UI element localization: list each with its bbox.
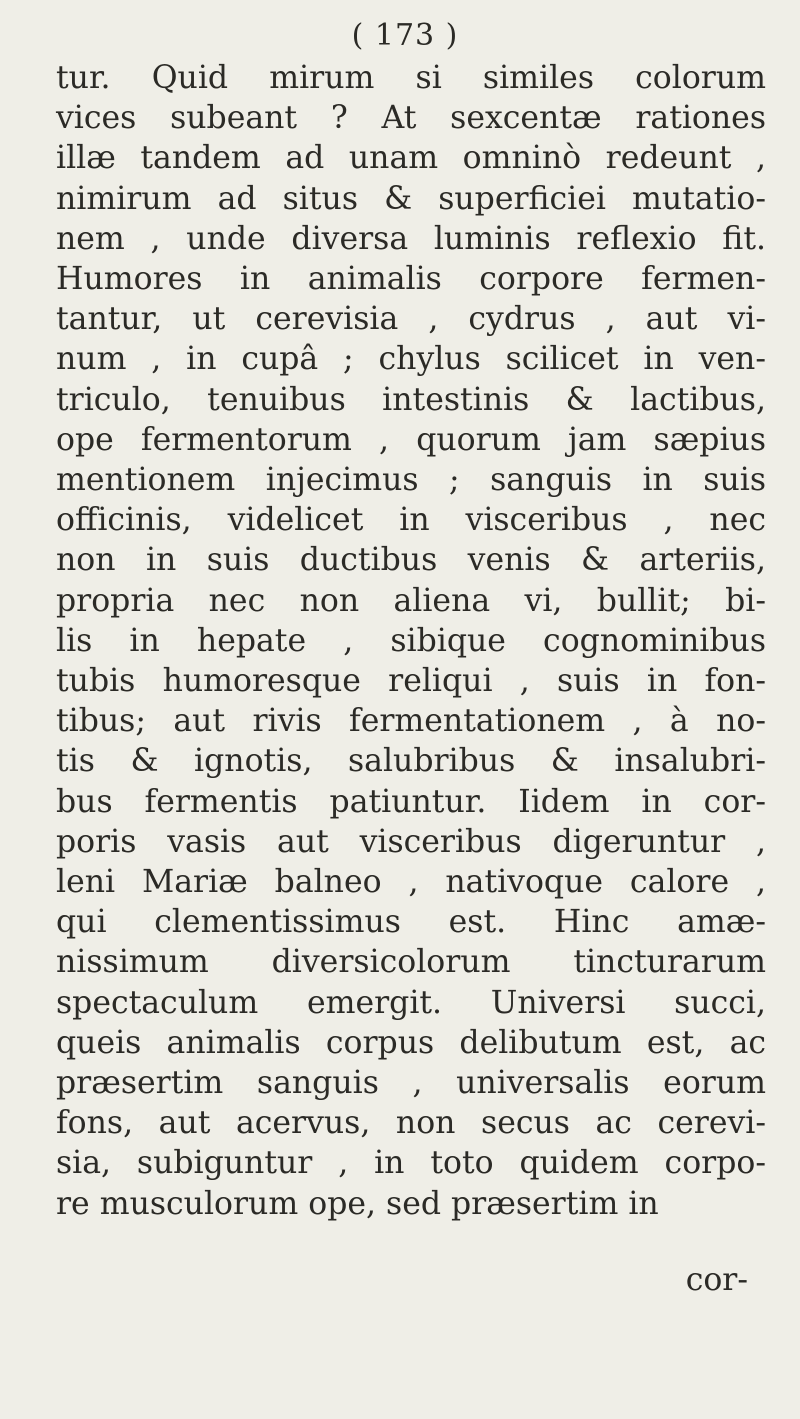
text-line: tis & ignotis, salubribus & insalubri- xyxy=(56,743,766,780)
text-line: præsertim sanguis , universalis eorum xyxy=(56,1065,766,1102)
body-text xyxy=(56,58,766,1224)
catchword: cor- xyxy=(685,1262,748,1298)
text-line: propria nec non aliena vi, bullit; bi- xyxy=(56,582,766,619)
text-line: spectaculum emergit. Universi succi, xyxy=(56,984,766,1021)
text-line: tantur, ut cerevisia , cydrus , aut vi- xyxy=(56,301,766,338)
text-line: sia, subiguntur , in toto quidem corpo- xyxy=(56,1145,766,1182)
text-line: bus fermentis patiuntur. Iidem in cor- xyxy=(56,783,766,820)
text-line: non in suis ductibus venis & arteriis, xyxy=(56,542,766,579)
text-line: leni Mariæ balneo , nativoque calore , xyxy=(56,864,766,901)
text-line: Humores in animalis corpore fermen- xyxy=(56,261,766,298)
text-line: num , in cupâ ; chylus scilicet in ven- xyxy=(56,341,766,378)
text-line: qui clementissimus est. Hinc amæ- xyxy=(56,904,766,941)
text-line: fons, aut acervus, non secus ac cerevi- xyxy=(56,1105,766,1142)
text-line: officinis, videlicet in visceribus , nec xyxy=(56,502,766,539)
text-line: re musculorum ope, sed præsertim in xyxy=(56,1185,659,1222)
text-line: ope fermentorum , quorum jam sæpius xyxy=(56,421,766,458)
text-line: vices subeant ? At sexcentæ rationes xyxy=(56,100,766,137)
text-line: tubis humoresque reliqui , suis in fon- xyxy=(56,663,766,700)
text-line: nissimum diversicolorum tincturarum xyxy=(56,944,766,981)
text-line: tibus; aut rivis fermentationem , à no- xyxy=(56,703,766,740)
text-line: lis in hepate , sibique cognominibus xyxy=(56,622,766,659)
text-line: tur. Quid mirum si similes colorum xyxy=(56,60,766,96)
text-line: poris vasis aut visceribus digeruntur , xyxy=(56,823,766,860)
text-line: triculo, tenuibus intestinis & lactibus, xyxy=(56,381,766,418)
page-number: ( 173 ) xyxy=(351,18,459,53)
text-line: nimirum ad situs & superficiei mutatio- xyxy=(56,180,766,217)
text-line: nem , unde diversa luminis reflexio fit. xyxy=(56,220,766,257)
text-line: mentionem injecimus ; sanguis in suis xyxy=(56,462,766,499)
text-line: illæ tandem ad unam omninò redeunt , xyxy=(56,140,766,177)
text-line: queis animalis corpus delibutum est, ac xyxy=(56,1024,766,1061)
